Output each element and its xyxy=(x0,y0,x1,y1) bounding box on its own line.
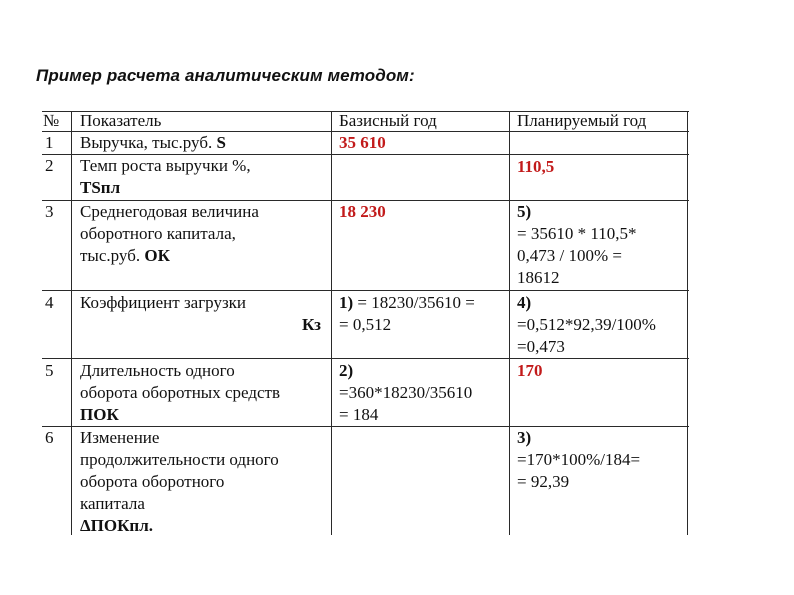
row-6-plan-step: 3) xyxy=(517,428,532,447)
row-4-plan-line-2: =0,473 xyxy=(517,337,565,356)
row-2-num: 2 xyxy=(45,156,54,175)
row-4-indicator-line-1: Коэффициент загрузки xyxy=(80,293,247,312)
row-6-plan-line-2: = 92,39 xyxy=(517,472,570,491)
row-3-indicator-line-2: оборотного капитала, xyxy=(80,224,236,243)
row-5-indicator-line-1: Длительность одного xyxy=(80,361,235,380)
row-3-indicator-line-3: тыс.руб. ОК xyxy=(80,246,170,265)
row-2-indicator-symbol: TSпл xyxy=(80,178,121,197)
row-4-indicator-symbol: Кз xyxy=(302,315,321,334)
slide-title: Пример расчета аналитическим методом: xyxy=(36,66,415,85)
row-6-indicator-line-1: Изменение xyxy=(80,428,160,447)
col-divider-2 xyxy=(331,111,332,535)
row-5-indicator-symbol: ПОК xyxy=(80,405,119,424)
col-divider-3 xyxy=(509,111,510,535)
calculation-table xyxy=(42,111,689,535)
row-6-indicator-symbol: ΔПОКпл. xyxy=(80,516,154,535)
row-3-plan-line-1: = 35610 * 110,5* xyxy=(517,224,637,243)
col-divider-4 xyxy=(687,111,688,535)
row-5-num: 5 xyxy=(45,361,54,380)
row-4-base-line-1: 1) = 18230/35610 = xyxy=(339,293,475,312)
row-2-plan-value: 110,5 xyxy=(517,157,555,176)
row-3-base-value: 18 230 xyxy=(339,202,386,221)
row-1-indicator: Выручка, тыс.руб. S xyxy=(80,133,226,152)
row-3-plan-line-3: 18612 xyxy=(517,268,560,287)
row-5-base-step: 2) xyxy=(339,361,354,380)
row-5-indicator-line-2: оборота оборотных средств xyxy=(80,383,280,402)
row-6-indicator-line-2: продолжительности одного xyxy=(80,450,279,469)
row-3-num: 3 xyxy=(45,202,54,221)
row-6-indicator-line-4: капитала xyxy=(80,494,145,513)
row-1-base-value: 35 610 xyxy=(339,133,386,152)
row-4-plan-step: 4) xyxy=(517,293,532,312)
row-6-num: 6 xyxy=(45,428,54,447)
col-divider-1 xyxy=(71,111,72,535)
row-divider-4 xyxy=(42,290,689,291)
row-3-plan-step: 5) xyxy=(517,202,532,221)
row-2-indicator-line-1: Темп роста выручки %, xyxy=(80,156,251,175)
row-5-base-line-2: = 184 xyxy=(339,405,379,424)
row-3-plan-line-2: 0,473 / 100% = xyxy=(517,246,622,265)
row-5-base-line-1: =360*18230/35610 xyxy=(339,383,473,402)
row-6-plan-line-1: =170*100%/184= xyxy=(517,450,641,469)
header-base-year: Базисный год xyxy=(339,111,437,130)
row-1-num: 1 xyxy=(45,133,54,152)
row-divider-5 xyxy=(42,358,689,359)
row-4-num: 4 xyxy=(45,293,54,312)
row-5-plan-value: 170 xyxy=(517,361,543,380)
row-3-indicator-line-1: Среднегодовая величина xyxy=(80,202,259,221)
header-num: № xyxy=(43,111,60,130)
row-6-indicator-line-3: оборота оборотного xyxy=(80,472,225,491)
header-indicator: Показатель xyxy=(80,111,162,130)
header-plan-year: Планируемый год xyxy=(517,111,647,130)
row-4-base-line-2: = 0,512 xyxy=(339,315,392,334)
row-4-plan-line-1: =0,512*92,39/100% xyxy=(517,315,656,334)
